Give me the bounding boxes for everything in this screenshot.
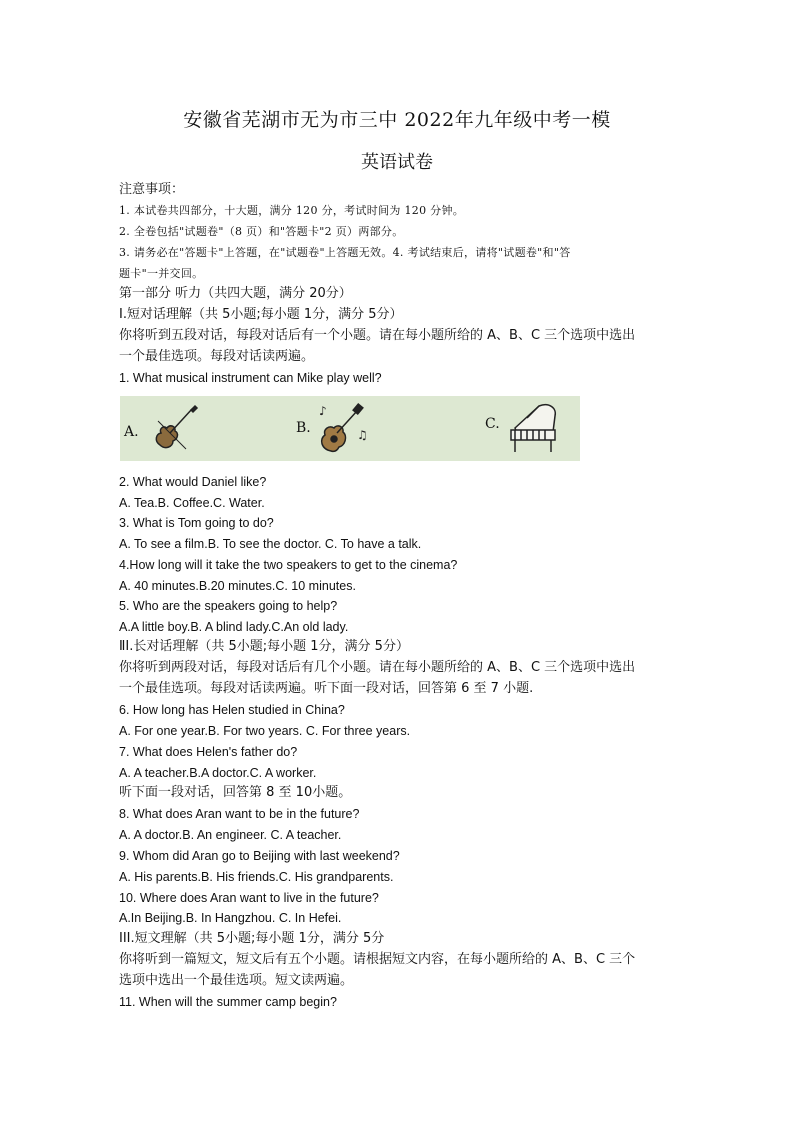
notice-heading: 注意事项： [119,182,185,197]
listen-instruction: 听下面一段对话，回答第 8 至 10小题。 [119,785,352,800]
section3-instructions: 你将听到一篇短文，短文后有五个小题。请根据短文内容，在每小题所给的 A、B、C 三个 [119,952,636,967]
section1-instructions: 你将听到五段对话，每段对话后有一个小题。请在每小题所给的 A、B、C 三个选项中选出 [119,328,636,343]
piano-icon [505,398,567,458]
part1-heading: 第一部分 听力（共四大题，满分 20分） [119,286,352,301]
guitar-icon [313,399,373,459]
question-6-options: A. For one year.B. For two years. C. For three years. [119,724,411,738]
question-9-options: A. His parents.B. His friends.C. His grandparents. [119,870,394,884]
question-3-options: A. To see a film.B. To see the doctor. C. To have a talk. [119,537,422,551]
section1-instructions: 一个最佳选项。每段对话读两遍。 [119,349,315,364]
question-2-options: A. Tea.B. Coffee.C. Water. [119,496,265,510]
question-9: 9. Whom did Aran go to Beijing with last weekend? [119,849,400,863]
page-subtitle: 英语试卷 [361,152,433,173]
question-10-options: A.In Beijing.B. In Hangzhou. C. In Hefei. [119,911,342,925]
section2-instructions: 你将听到两段对话，每段对话后有几个小题。请在每小题所给的 A、B、C 三个选项中选出 [119,660,636,675]
question-3: 3. What is Tom going to do? [119,516,274,530]
notice-item: 题卡"一并交回。 [119,267,204,280]
section3-heading: III.短文理解（共 5小题;每小题 1分，满分 5分 [119,931,385,946]
question-8-options: A. A doctor.B. An engineer. C. A teacher. [119,828,342,842]
question-2: 2. What would Daniel like? [119,475,267,489]
question-11: 11. When will the summer camp begin? [119,995,337,1009]
section3-instructions: 选项中选出一个最佳选项。短文读两遍。 [119,973,354,988]
section2-instructions: 一个最佳选项。每段对话读两遍。听下面一段对话，回答第 6 至 7 小题. [119,681,534,696]
option-c-label: C. [485,416,500,432]
question-1: 1. What musical instrument can Mike play well? [119,371,382,385]
question-5: 5. Who are the speakers going to help? [119,599,338,613]
notice-item: 3. 请务必在"答题卡"上答题，在"试题卷"上答题无效。4. 考试结束后，请将"试题卷"和"答 [119,246,571,259]
violin-icon [148,401,204,457]
section1-heading: I.短对话理解（共 5小题;每小题 1分，满分 5分） [119,307,403,322]
notice-item: 1. 本试卷共四部分，十大题，满分 120 分，考试时间为 120 分钟。 [119,204,465,217]
question-4: 4.How long will it take the two speakers to get to the cinema? [119,558,458,572]
option-a-label: A. [124,424,139,440]
question-7-options: A. A teacher.B.A doctor.C. A worker. [119,766,317,780]
question-4-options: A. 40 minutes.B.20 minutes.C. 10 minutes. [119,579,356,593]
notice-item: 2. 全卷包括"试题卷"（8 页）和"答题卡"2 页）两部分。 [119,225,404,238]
option-b-label: B. [296,420,311,436]
instrument-options-image [120,396,580,461]
question-7: 7. What does Helen's father do? [119,745,298,759]
section2-heading: ⅡI.长对话理解（共 5小题;每小题 1分，满分 5分） [119,639,409,654]
svg-text:♪: ♪ [319,404,327,418]
question-6: 6. How long has Helen studied in China? [119,703,345,717]
svg-text:♫: ♫ [357,428,368,442]
page-title: 安徽省芜湖市无为市三中 2022年九年级中考一模 [183,109,611,131]
question-10: 10. Where does Aran want to live in the future? [119,891,379,905]
question-8: 8. What does Aran want to be in the future? [119,807,360,821]
question-5-options: A.A little boy.B. A blind lady.C.An old lady. [119,620,349,634]
